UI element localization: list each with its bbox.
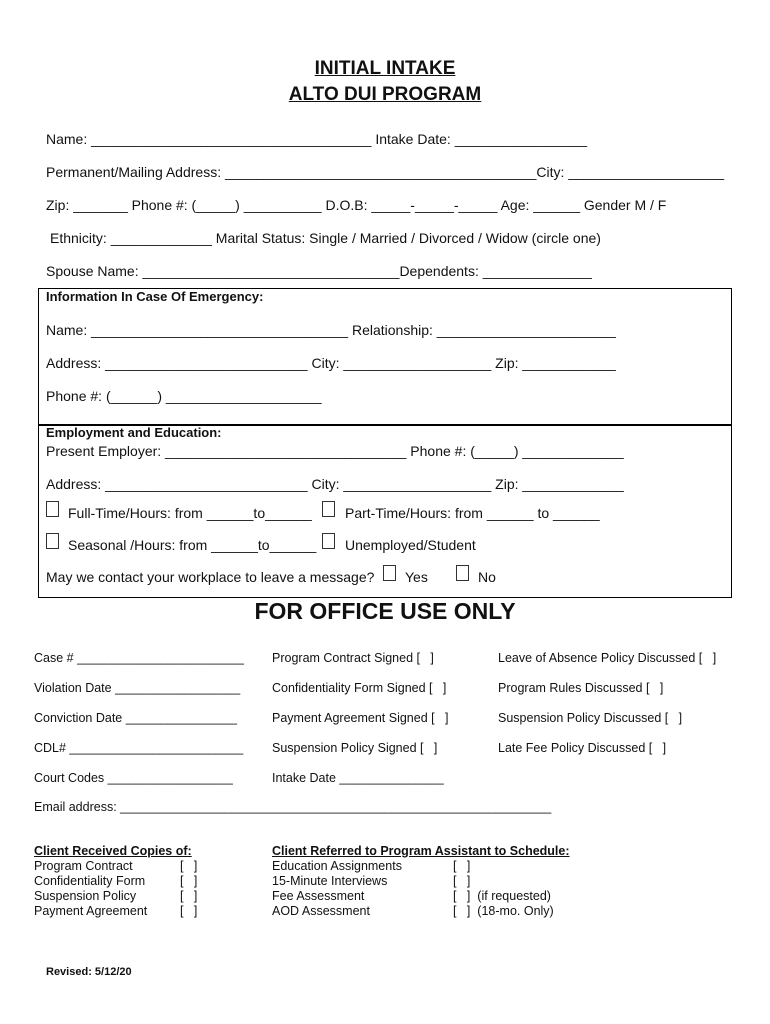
program-contract-signed[interactable]: Program Contract Signed [ ]	[272, 651, 434, 665]
copies-item-program-contract: Program Contract	[34, 859, 133, 873]
copies-bracket[interactable]: [ ]	[180, 859, 198, 873]
contact-no-label: No	[478, 569, 496, 585]
revised-date: Revised: 5/12/20	[46, 966, 132, 978]
referred-bracket[interactable]: [ ] (18-mo. Only)	[453, 904, 554, 918]
confidentiality-form-signed[interactable]: Confidentiality Form Signed [ ]	[272, 681, 447, 695]
parttime-checkbox[interactable]	[322, 501, 335, 517]
client-spouse-dependents-field[interactable]: Spouse Name: _________________________________Dependents: ______________	[46, 263, 592, 279]
client-ethnicity-marital-field[interactable]: Ethnicity: _____________ Marital Status: Single / Married / Divorced / Widow (circle one)	[50, 230, 601, 246]
emergency-address-field[interactable]: Address: __________________________ City: ___________________ Zip: ____________	[46, 355, 616, 371]
emergency-name-field[interactable]: Name: _________________________________ Relationship: _______________________	[46, 322, 616, 338]
cdl-field[interactable]: CDL# _________________________	[34, 741, 244, 755]
fulltime-label: Full-Time/Hours: from ______to______	[68, 505, 312, 521]
program-rules-discussed[interactable]: Program Rules Discussed [ ]	[498, 681, 664, 695]
office-use-heading: FOR OFFICE USE ONLY	[254, 598, 516, 624]
court-codes-field[interactable]: Court Codes __________________	[34, 771, 233, 785]
employment-address-field[interactable]: Address: __________________________ City: ___________________ Zip: _____________	[46, 476, 624, 492]
referred-heading: Client Referred to Program Assistant to Schedule:	[272, 844, 570, 858]
employment-heading: Employment and Education:	[46, 425, 222, 440]
referred-item-aod: AOD Assessment	[272, 904, 370, 918]
unemployed-label: Unemployed/Student	[345, 537, 476, 553]
copies-heading: Client Received Copies of:	[34, 844, 192, 858]
page-title-line1: INITIAL INTAKE	[314, 58, 456, 79]
client-name-field[interactable]: Name: ____________________________________ Intake Date: _________________	[46, 131, 588, 147]
contact-question: May we contact your workplace to leave a message?	[46, 569, 375, 585]
leave-of-absence-discussed[interactable]: Leave of Absence Policy Discussed [ ]	[498, 651, 717, 665]
payment-agreement-signed[interactable]: Payment Agreement Signed [ ]	[272, 711, 449, 725]
case-number-field[interactable]: Case # ________________________	[34, 651, 244, 665]
suspension-policy-signed[interactable]: Suspension Policy Signed [ ]	[272, 741, 438, 755]
referred-item-fee: Fee Assessment	[272, 889, 365, 903]
suspension-policy-discussed[interactable]: Suspension Policy Discussed [ ]	[498, 711, 683, 725]
fulltime-checkbox[interactable]	[46, 501, 59, 517]
office-intake-date-field[interactable]: Intake Date _______________	[272, 771, 444, 785]
copies-item-payment: Payment Agreement	[34, 904, 148, 918]
unemployed-checkbox[interactable]	[322, 533, 335, 549]
violation-date-field[interactable]: Violation Date __________________	[34, 681, 241, 695]
contact-no-checkbox[interactable]	[456, 565, 469, 581]
client-zip-phone-dob-field[interactable]: Zip: _______ Phone #: (_____) __________ D.O.B: _____-_____-_____ Age: ______ Gender M / F	[46, 197, 667, 213]
emergency-heading: Information In Case Of Emergency:	[46, 289, 264, 304]
copies-item-suspension: Suspension Policy	[34, 889, 137, 903]
conviction-date-field[interactable]: Conviction Date ________________	[34, 711, 237, 725]
referred-bracket[interactable]: [ ]	[453, 874, 471, 888]
referred-bracket[interactable]: [ ]	[453, 859, 471, 873]
page-title-line2: ALTO DUI PROGRAM	[288, 84, 482, 105]
copies-bracket[interactable]: [ ]	[180, 889, 198, 903]
employer-field[interactable]: Present Employer: _______________________________ Phone #: (_____) _____________	[46, 443, 624, 459]
seasonal-checkbox[interactable]	[46, 533, 59, 549]
copies-bracket[interactable]: [ ]	[180, 874, 198, 888]
email-field[interactable]: Email address: ______________________________________________________________	[34, 800, 552, 814]
client-address-field[interactable]: Permanent/Mailing Address: ________________________________________City: ____________________	[46, 164, 725, 180]
contact-yes-checkbox[interactable]	[383, 565, 396, 581]
referred-item-interviews: 15-Minute Interviews	[272, 874, 388, 888]
emergency-phone-field[interactable]: Phone #: (______) ____________________	[46, 388, 322, 404]
seasonal-label: Seasonal /Hours: from ______to______	[68, 537, 317, 553]
referred-item-education: Education Assignments	[272, 859, 402, 873]
referred-bracket[interactable]: [ ] (if requested)	[453, 889, 551, 903]
parttime-label: Part-Time/Hours: from ______ to ______	[345, 505, 600, 521]
late-fee-policy-discussed[interactable]: Late Fee Policy Discussed [ ]	[498, 741, 667, 755]
copies-bracket[interactable]: [ ]	[180, 904, 198, 918]
contact-yes-label: Yes	[405, 569, 428, 585]
copies-item-confidentiality: Confidentiality Form	[34, 874, 146, 888]
